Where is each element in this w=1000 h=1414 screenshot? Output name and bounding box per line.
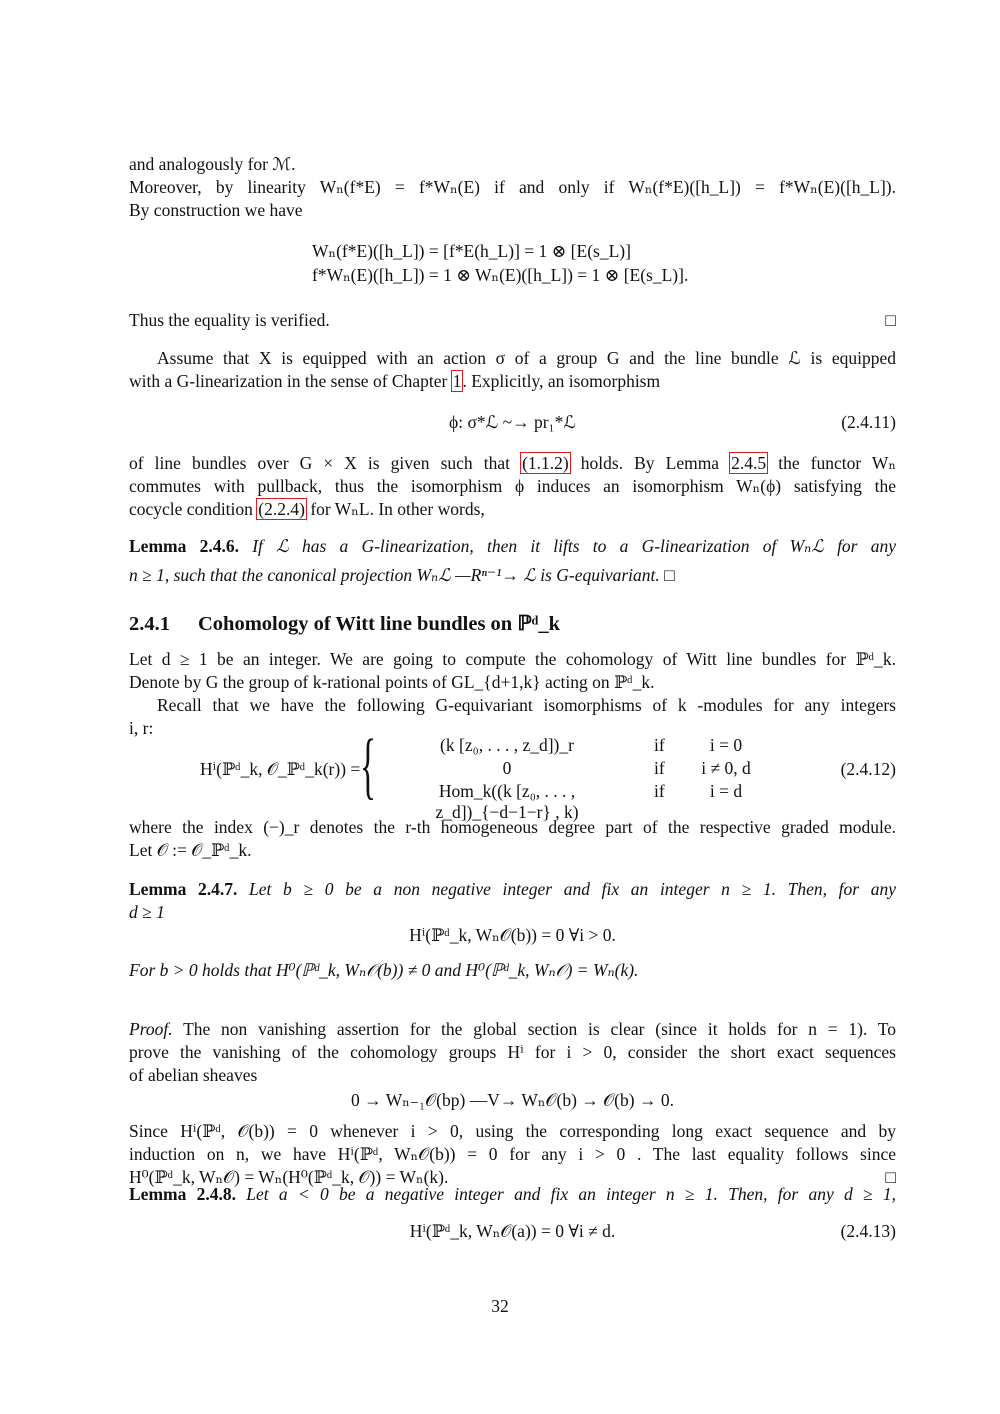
qed-symbol: □ [885,1167,896,1187]
equation-formula: Hⁱ(ℙᵈ_k, Wₙ𝒪(a)) = 0 ∀i ≠ d. [409,1221,616,1241]
text-line: Assume that X is equipped with an action σ of a group G and the line bundle ℒ is equipped [157,348,896,368]
lemma-heading: Lemma 2.4.7. [129,879,238,899]
equation-2-4-11 [129,410,896,434]
text-line [129,535,896,558]
equation-formula: ϕ: σ*ℒ ~→ pr₁*ℒ [449,412,576,432]
paragraph-setup [129,648,896,740]
case-condition: i = d [709,781,743,801]
text-span: with a G-linearization in the sense of Chapter [129,371,452,391]
paragraph-intro [129,153,896,222]
paragraph-index [129,816,896,862]
equation-2-4-13 [129,1219,896,1243]
lemma-text: Let a < 0 be a negative integer and fix an integer n ≥ 1. Then, for any d ≥ 1, [246,1184,896,1204]
text-span: cocycle condition [129,499,258,519]
text-line: and analogously for ℳ. [129,154,296,174]
equation-2-4-12 [200,725,896,822]
text-span: H⁰(ℙᵈ_k, Wₙ𝒪) = Wₙ(H⁰(ℙᵈ_k, 𝒪)) = Wₙ(k). [129,1167,449,1187]
left-brace: { [360,725,376,807]
paragraph-verified [129,309,896,332]
text-span: of line bundles over G × X is given such that [129,453,522,473]
case-value: (k [z₀, . . . , z_d])_r [440,735,574,755]
text-line: Since Hⁱ(ℙᵈ, 𝒪(b)) = 0 whenever i > 0, using the corresponding long exact sequence and by [129,1121,896,1141]
lemma-2-4-8 [129,1183,896,1206]
page-number: 32 [491,1296,509,1316]
equation-lhs: Hⁱ(ℙᵈ_k, 𝒪_ℙᵈ_k(r)) = [200,759,361,779]
equation-ref-link[interactable]: (1.1.2) [522,453,569,473]
text-line: Let 𝒪 := 𝒪_ℙᵈ_k. [129,840,252,860]
text-line [129,370,896,393]
text-span: The non vanishing assertion for the global section is clear (since it holds for n = 1). To [183,1019,896,1039]
proof-equation: 0 → Wₙ₋₁𝒪(bp) —V→ Wₙ𝒪(b) → 𝒪(b) → 0. [351,1090,674,1110]
case-condition: i ≠ 0, d [701,758,751,778]
text-line: Recall that we have the following G-equivariant isomorphisms of k -modules for any integers [157,695,896,715]
lemma-text: Let b ≥ 0 be a non negative integer and fix an integer n ≥ 1. Then, for any [249,879,896,899]
case-condition: i = 0 [709,735,743,755]
text-line: induction on n, we have Hⁱ(ℙᵈ, Wₙ𝒪(b)) = 0 for any i > 0 . The last equality follows since [129,1144,896,1164]
equation-construction [312,239,732,287]
case-if: if [654,735,665,755]
text-line: By construction we have [129,200,303,220]
proof-label: Proof. [129,1019,173,1039]
text-line [129,452,896,475]
text-span: holds. By Lemma [569,453,731,473]
text-span: for WₙL. In other words, [305,499,485,519]
proof-block [129,1018,896,1189]
text-line: Moreover, by linearity Wₙ(f*E) = f*Wₙ(E) if and only if Wₙ(f*E)([h_L]) = f*Wₙ(E)([h_L]). [129,177,896,197]
text-span: the functor Wₙ [767,453,897,473]
text-span: . Explicitly, an isomorphism [462,371,661,391]
text-line [129,1183,896,1206]
paragraph-linebundles [129,452,896,521]
chapter-ref-link[interactable]: 1 [452,371,462,391]
lemma-text: d ≥ 1 [129,902,165,922]
paragraph-action [129,347,896,393]
text-line: prove the vanishing of the cohomology groups Hⁱ for i > 0, consider the short exact sequences [129,1042,896,1062]
lemma-heading: Lemma 2.4.6. [129,536,239,556]
equation-line: Wₙ(f*E)([h_L]) = [f*E(h_L)] = 1 ⊗ [E(s_L)] [312,241,631,261]
equation-number: (2.4.12) [840,759,896,779]
lemma-ref-link[interactable]: 2.4.5 [731,453,767,473]
case-if: if [654,758,665,778]
lemma-text: For b > 0 holds that H⁰(ℙᵈ_k, Wₙ𝒪(b)) ≠ 0 and H⁰(ℙᵈ_k, Wₙ𝒪) = Wₙ(k). [129,960,639,980]
text-line [129,878,896,901]
text-line: of abelian sheaves [129,1065,258,1085]
case-if: if [654,781,665,801]
text-line: i, r: [129,718,154,738]
text-line: Thus the equality is verified. [129,310,330,330]
qed-symbol: □ [885,310,896,330]
text-line: Let d ≥ 1 be an integer. We are going to compute the cohomology of Witt line bundles for ℙᵈ_k. [129,649,896,669]
text-line: commutes with pullback, thus the isomorphism ϕ induces an isomorphism Wₙ(ϕ) satisfying the [129,476,896,496]
text-line [129,498,896,521]
lemma-heading: Lemma 2.4.8. [129,1184,236,1204]
equation-line: f*Wₙ(E)([h_L]) = 1 ⊗ Wₙ(E)([h_L]) = 1 ⊗ [E(s_L)]. [312,265,689,285]
lemma-text: n ≥ 1, such that the canonical projection Wₙℒ —Rⁿ⁻¹→ ℒ is G-equivariant. □ [129,565,675,585]
lemma-2-4-6 [129,535,896,587]
equation-number: (2.4.13) [840,1221,896,1241]
section-heading [129,611,560,636]
lemma-equation: Hⁱ(ℙᵈ_k, Wₙ𝒪(b)) = 0 ∀i > 0. [409,925,616,945]
case-value: 0 [502,758,512,778]
equation-number: (2.4.11) [841,412,896,432]
lemma-2-4-7 [129,878,896,982]
text-line: Denote by G the group of k-rational points of GL_{d+1,k} acting on ℙᵈ_k. [129,672,655,692]
text-line: where the index (−)_r denotes the r-th homogeneous degree part of the respective graded module. [129,817,896,837]
text-line [129,1018,896,1041]
case-value: Hom_k((k [z₀, . . . , z_d])_{−d−1−r} , k) [435,781,579,822]
section-number: 2.4.1 [129,613,170,635]
section-title: Cohomology of Witt line bundles on ℙᵈ_k [198,613,561,635]
lemma-text: If ℒ has a G-linearization, then it lifts to a G-linearization of Wₙℒ for any [252,536,896,556]
equation-ref-link[interactable]: (2.2.4) [258,499,305,519]
